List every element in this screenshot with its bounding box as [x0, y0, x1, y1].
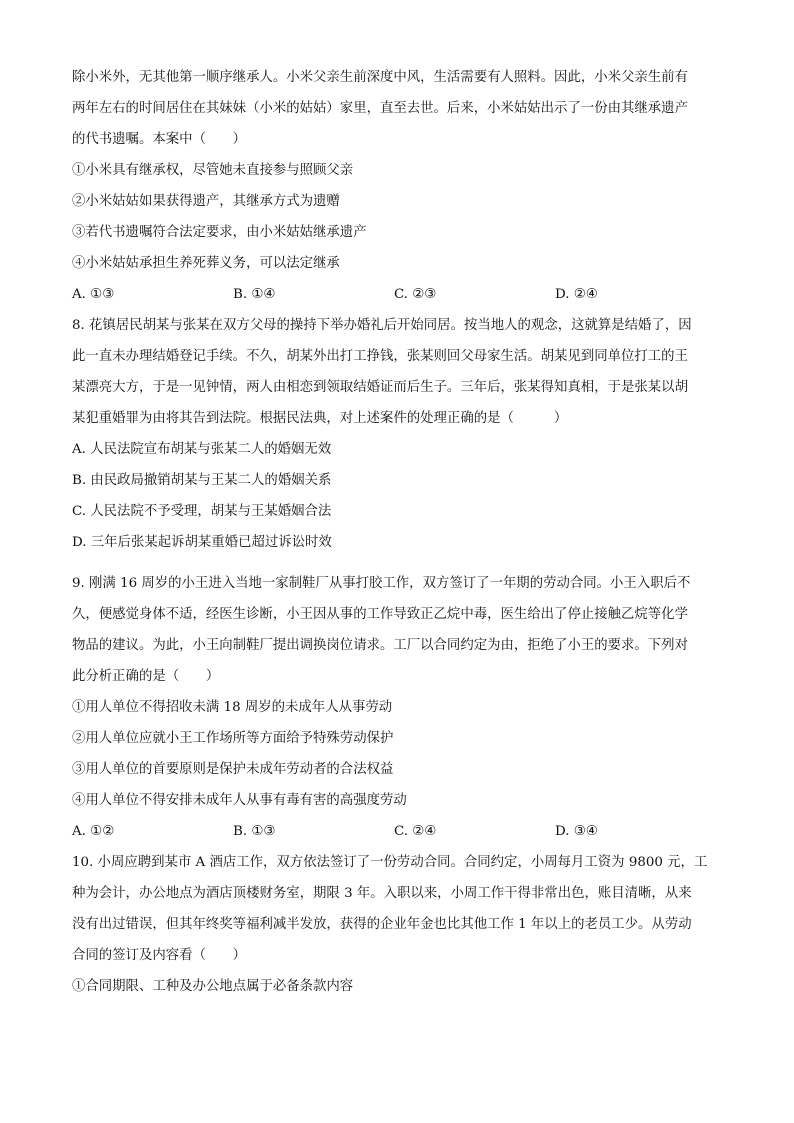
question-9-text-line-1: 9. 刚满 16 周岁的小王进入当地一家制鞋厂从事打胶工作，双方签订了一年期的劳动合同。小王入职后不: [72, 576, 691, 591]
question-9-statement-3: ③用人单位的首要原则是保护未成年劳动者的合法权益: [72, 762, 394, 777]
question-7-statement-1: ①小米具有继承权，尽管她未直接参与照顾父亲: [72, 163, 354, 178]
question-8-choice-d: D. 三年后张某起诉胡某重婚已超过诉讼时效: [72, 535, 332, 550]
question-8-choice-b: B. 由民政局撤销胡某与王某二人的婚姻关系: [72, 473, 332, 488]
question-9-text-line-3: 物品的建议。为此，小王向制鞋厂提出调换岗位请求。工厂以合同约定为由，拒绝了小王的要求。下列对: [72, 638, 688, 653]
question-7: [72, 62, 724, 310]
option-b: B. ①③: [233, 824, 276, 839]
question-8-text-line-4: 某犯重婚罪为由将其告到法院。根据民法典，对上述案件的处理正确的是（ ）: [72, 411, 568, 426]
option-c: C. ②③: [394, 287, 437, 302]
question-10-text-line-3: 没有出过错误，但其年终奖等福利减半发放，获得的企业年金也比其他工作 1 年以上的老员工少。从劳动: [72, 917, 692, 932]
question-9-options: [72, 816, 724, 847]
question-7-text-line-1: 除小米外，无其他第一顺序继承人。小米父亲生前深度中风，生活需要有人照料。因此，小米父亲生前有: [72, 70, 688, 85]
spacer: [72, 558, 724, 568]
question-9-text-line-4: 此分析正确的是（ ）: [72, 669, 220, 684]
question-9-statement-2: ②用人单位应就小王工作场所等方面给予特殊劳动保护: [72, 731, 394, 746]
question-8-text-line-3: 某漂亮大方，于是一见钟情，两人由相恋到领取结婚证而后生子。三年后，张某得知真相，于是张某以胡: [72, 380, 688, 395]
question-10-statement-1: ①合同期限、工种及办公地点属于必备条款内容: [72, 979, 354, 994]
question-7-statement-4: ④小米姑姑承担生养死葬义务，可以法定继承: [72, 256, 340, 271]
option-c: C. ②④: [394, 824, 437, 839]
question-9-text-line-2: 久，便感觉身体不适，经医生诊断，小王因从事的工作导致正乙烷中毒，医生给出了停止接触乙烷等化学: [72, 607, 688, 622]
question-7-options: [72, 279, 724, 310]
question-7-statement-3: ③若代书遗嘱符合法定要求，由小米姑姑继承遗产: [72, 225, 367, 240]
option-d: D. ②④: [555, 287, 598, 302]
option-a: A. ①②: [72, 824, 115, 839]
question-8-text-line-1: 8. 花镇居民胡某与张某在双方父母的操持下举办婚礼后开始同居。按当地人的观念，这就算是结婚了，因: [72, 318, 692, 333]
document-page: [72, 62, 724, 1002]
question-9-statement-1: ①用人单位不得招收未满 18 周岁的未成年人从事劳动: [72, 700, 393, 715]
question-10-text-line-4: 合同的签订及内容看（ ）: [72, 948, 247, 963]
question-10-text-line-1: 10. 小周应聘到某市 A 酒店工作，双方依法签订了一份劳动合同。合同约定，小周每月工资为 9800 元，工: [72, 855, 708, 870]
option-b: B. ①④: [233, 287, 276, 302]
question-8-text-line-2: 此一直未办理结婚登记手续。不久，胡某外出打工挣钱，张某则回父母家生活。胡某见到同单位打工的王: [72, 349, 688, 364]
option-d: D. ③④: [555, 824, 598, 839]
question-7-text-line-3: 的代书遗嘱。本案中（ ）: [72, 132, 247, 147]
question-8: [72, 310, 724, 558]
option-a: A. ①③: [72, 287, 115, 302]
question-9: [72, 568, 724, 847]
question-10: [72, 847, 724, 1002]
question-10-text-line-2: 种为会计，办公地点为酒店顶楼财务室，期限 3 年。入职以来，小周工作干得非常出色，账目清晰，从来: [72, 886, 692, 901]
question-8-choice-c: C. 人民法院不予受理，胡某与王某婚姻合法: [72, 504, 332, 519]
question-9-statement-4: ④用人单位不得安排未成年人从事有毒有害的高强度劳动: [72, 793, 407, 808]
question-7-text-line-2: 两年左右的时间居住在其妹妹（小米的姑姑）家里，直至去世。后来，小米姑姑出示了一份由其继承遗产: [72, 101, 688, 116]
question-7-statement-2: ②小米姑姑如果获得遗产，其继承方式为遗赠: [72, 194, 340, 209]
question-8-choice-a: A. 人民法院宣布胡某与张某二人的婚姻无效: [72, 442, 332, 457]
